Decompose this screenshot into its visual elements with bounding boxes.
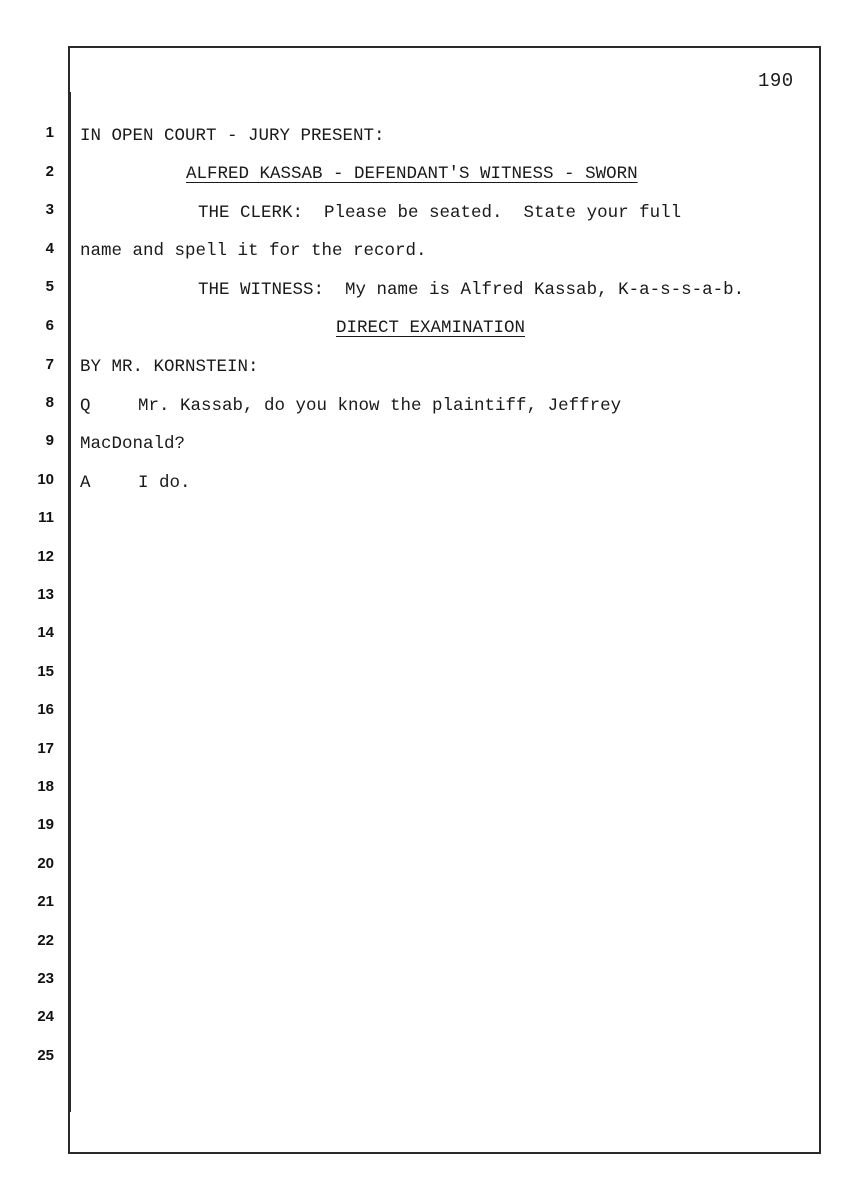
line-number: 25 (37, 1047, 54, 1064)
line-number: 14 (37, 624, 54, 641)
line-number: 11 (38, 509, 54, 526)
transcript-line-7: BY MR. KORNSTEIN: (80, 357, 259, 377)
line-number: 16 (37, 701, 54, 718)
line-number: 22 (37, 932, 54, 949)
line-number: 9 (45, 432, 54, 449)
line-number: 19 (37, 816, 54, 833)
line-number: 18 (37, 778, 54, 795)
line-number: 20 (37, 855, 54, 872)
transcript-line-3: THE CLERK: Please be seated. State your full (198, 203, 682, 223)
line-number: 23 (37, 970, 54, 987)
line-number: 10 (37, 471, 54, 488)
line-number: 21 (37, 893, 54, 910)
question-marker: Q (80, 396, 91, 416)
line-number: 5 (45, 278, 54, 295)
line-number: 15 (37, 663, 54, 680)
line-number: 8 (45, 394, 54, 411)
page-number: 190 (758, 70, 794, 92)
answer-text: I do. (138, 473, 191, 493)
line-number: 6 (45, 317, 54, 334)
transcript-line-4: name and spell it for the record. (80, 241, 427, 261)
line-number: 1 (45, 124, 54, 141)
answer-marker: A (80, 473, 91, 493)
line-number: 2 (45, 163, 54, 180)
line-number: 3 (45, 201, 54, 218)
line-number: 24 (37, 1008, 54, 1025)
transcript-line-1: IN OPEN COURT - JURY PRESENT: (80, 126, 385, 146)
left-margin-line (68, 92, 71, 1112)
examination-heading: DIRECT EXAMINATION (336, 318, 526, 338)
transcript-line-9: MacDonald? (80, 434, 186, 454)
line-number: 4 (45, 240, 54, 257)
line-number: 13 (37, 586, 54, 603)
line-number: 17 (37, 740, 54, 757)
transcript-line-5: THE WITNESS: My name is Alfred Kassab, K-a-s-s-a-b. (198, 280, 745, 300)
question-text: Mr. Kassab, do you know the plaintiff, Jeffrey (138, 396, 622, 416)
witness-heading: ALFRED KASSAB - DEFENDANT'S WITNESS - SWORN (186, 164, 638, 184)
line-number: 7 (45, 356, 54, 373)
line-number: 12 (37, 548, 54, 565)
